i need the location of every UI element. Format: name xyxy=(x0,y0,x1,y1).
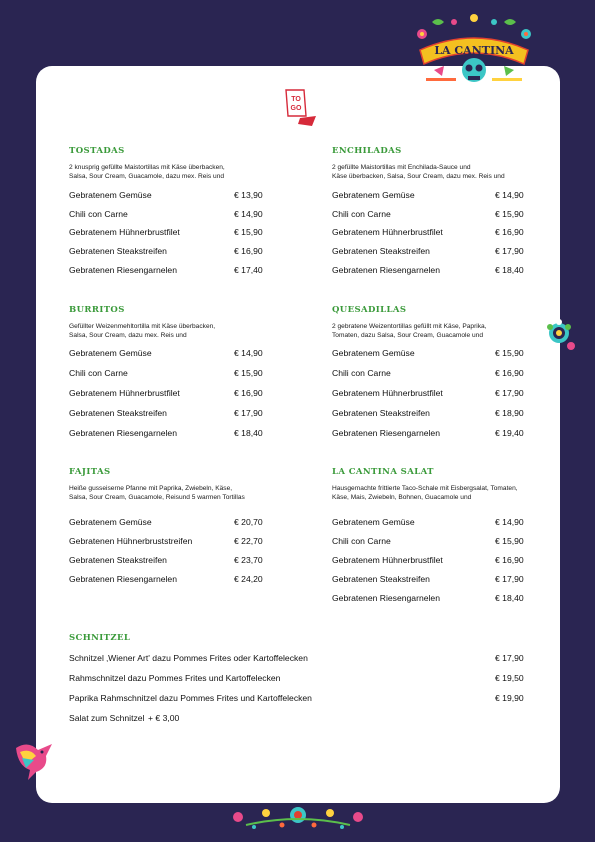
item-price: € 16,90 xyxy=(495,555,524,565)
desc-line: Hausgemachte frittierte Taco-Schale mit Eisbergsalat, Tomaten, xyxy=(332,485,518,492)
item-price: € 16,90 xyxy=(495,227,524,237)
item-price: € 20,70 xyxy=(234,517,263,527)
item-price: € 23,70 xyxy=(234,555,263,565)
item-name: Salat zum Schnitzel xyxy=(69,713,145,723)
logo-text: LA CANTINA xyxy=(434,44,514,57)
item-name: Gebratenen Riesengarnelen xyxy=(332,428,440,438)
item-name: Gebratenen Riesengarnelen xyxy=(69,574,177,584)
svg-text:TO: TO xyxy=(291,96,301,103)
item-price: € 17,90 xyxy=(495,574,524,584)
item-price: + € 3,00 xyxy=(148,713,180,723)
item-name: Paprika Rahmschnitzel dazu Pommes Frites und Kartoffelecken xyxy=(69,693,312,703)
bird-icon xyxy=(12,738,58,784)
togo-cup-icon xyxy=(282,86,322,130)
item-name: Gebratenen Riesengarnelen xyxy=(332,265,440,275)
item-name: Chili con Carne xyxy=(332,536,391,546)
item-name: Gebratenem Gemüse xyxy=(69,517,152,527)
section-title-schnitzel: SCHNITZEL xyxy=(69,633,131,643)
item-name: Gebratenen Hühnerbruststreifen xyxy=(69,536,193,546)
item-price: € 17,90 xyxy=(495,388,524,398)
desc-line: Salsa, Sour Cream, Guacamole, Reisund 5 warmen Tortillas xyxy=(69,493,245,501)
item-price: € 18,40 xyxy=(234,428,263,438)
item-name: Schnitzel ‚Wiener Art' dazu Pommes Frites oder Kartoffelecken xyxy=(69,653,308,663)
section-desc-enchiladas xyxy=(332,164,505,181)
section-title-burritos: BURRITOS xyxy=(69,305,125,315)
item-name: Gebratenen Steakstreifen xyxy=(69,408,167,418)
item-name: Gebratenen Steakstreifen xyxy=(69,246,167,256)
desc-line: Gefüllter Weizenmehltortilla mit Käse überbacken, xyxy=(69,323,216,330)
item-name: Gebratenen Riesengarnelen xyxy=(69,428,177,438)
flower-decoration-icon xyxy=(417,14,531,39)
item-price: € 13,90 xyxy=(234,190,263,200)
desc-line: Heiße gusseiserne Pfanne mit Paprika, Zwiebeln, Käse, xyxy=(69,485,233,492)
item-price: € 15,90 xyxy=(495,348,524,358)
item-price: € 18,40 xyxy=(495,593,524,603)
section-desc-fajitas xyxy=(69,485,245,502)
item-name: Gebratenem Hühnerbrustfilet xyxy=(69,227,180,237)
item-name: Chili con Carne xyxy=(332,368,391,378)
item-price: € 18,40 xyxy=(495,265,524,275)
section-desc-quesadillas xyxy=(332,323,487,340)
section-desc-burritos xyxy=(69,323,215,340)
item-name: Chili con Carne xyxy=(69,368,128,378)
section-title-enchiladas: ENCHILADAS xyxy=(332,146,402,156)
desc-line: Salsa, Sour Cream, dazu mex. Reis und xyxy=(69,331,187,339)
item-price: € 16,90 xyxy=(495,368,524,378)
la-cantina-logo xyxy=(414,12,534,88)
item-name: Chili con Carne xyxy=(332,209,391,219)
item-price: € 15,90 xyxy=(234,227,263,237)
item-price: € 16,90 xyxy=(234,246,263,256)
item-name: Rahmschnitzel dazu Pommes Frites und Kartoffelecken xyxy=(69,673,281,683)
item-price: € 14,90 xyxy=(495,190,524,200)
section-title-tostadas: TOSTADAS xyxy=(69,146,125,156)
section-title-fajitas: FAJITAS xyxy=(69,467,111,477)
item-price: € 19,50 xyxy=(495,673,524,683)
desc-line: 2 gefüllte Maistortillas mit Enchilada-Sauce und xyxy=(332,164,471,171)
flower-icon xyxy=(543,318,577,352)
item-price: € 15,90 xyxy=(495,536,524,546)
item-price: € 15,90 xyxy=(495,209,524,219)
item-name: Gebratenen Steakstreifen xyxy=(332,246,430,256)
floral-border-icon xyxy=(226,803,370,833)
section-title-quesadillas: QUESADILLAS xyxy=(332,305,407,315)
desc-line: 2 knusprig gefüllte Maistortillas mit Käse überbacken, xyxy=(69,164,225,171)
desc-line: 2 gebratene Weizentortillas gefüllt mit Käse, Paprika, xyxy=(332,323,487,330)
item-price: € 17,90 xyxy=(495,653,524,663)
item-price: € 19,90 xyxy=(495,693,524,703)
item-price: € 22,70 xyxy=(234,536,263,546)
item-name: Gebratenem Gemüse xyxy=(69,190,152,200)
item-name: Gebratenem Hühnerbrustfilet xyxy=(69,388,180,398)
section-desc-la-cantina-salat xyxy=(332,485,518,502)
item-price: € 17,90 xyxy=(234,408,263,418)
item-price: € 16,90 xyxy=(234,388,263,398)
item-name: Chili con Carne xyxy=(69,209,128,219)
item-price: € 14,90 xyxy=(495,517,524,527)
item-price: € 17,90 xyxy=(495,246,524,256)
item-price: € 17,40 xyxy=(234,265,263,275)
item-name: Gebratenem Hühnerbrustfilet xyxy=(332,388,443,398)
item-name: Gebratenen Steakstreifen xyxy=(332,408,430,418)
item-price: € 14,90 xyxy=(234,209,263,219)
svg-text:GO: GO xyxy=(290,105,302,112)
item-name: Gebratenem Gemüse xyxy=(332,190,415,200)
item-name: Gebratenem Gemüse xyxy=(332,348,415,358)
section-title-la-cantina-salat: LA CANTINA SALAT xyxy=(332,467,434,477)
item-name: Gebratenen Riesengarnelen xyxy=(332,593,440,603)
item-name: Gebratenem Hühnerbrustfilet xyxy=(332,227,443,237)
skull-icon xyxy=(462,58,486,82)
desc-line: Käse, Mais, Zwiebeln, Bohnen, Guacamole und xyxy=(332,493,472,501)
item-price: € 14,90 xyxy=(234,348,263,358)
item-name: Gebratenen Steakstreifen xyxy=(69,555,167,565)
item-price: € 15,90 xyxy=(234,368,263,378)
desc-line: Tomaten, dazu Salsa, Sour Cream, Guacamole und xyxy=(332,331,484,339)
desc-line: Salsa, Sour Cream, Guacamole, dazu mex. Reis und xyxy=(69,172,225,180)
section-desc-tostadas xyxy=(69,164,225,181)
item-name: Gebratenen Steakstreifen xyxy=(332,574,430,584)
item-price: € 19,40 xyxy=(495,428,524,438)
item-price: € 24,20 xyxy=(234,574,263,584)
item-name: Gebratenem Gemüse xyxy=(332,517,415,527)
item-name: Gebratenen Riesengarnelen xyxy=(69,265,177,275)
item-price: € 18,90 xyxy=(495,408,524,418)
desc-line: Käse überbacken, Salsa, Sour Cream, dazu mex. Reis und xyxy=(332,172,505,180)
item-name: Gebratenem Gemüse xyxy=(69,348,152,358)
item-name: Gebratenem Hühnerbrustfilet xyxy=(332,555,443,565)
